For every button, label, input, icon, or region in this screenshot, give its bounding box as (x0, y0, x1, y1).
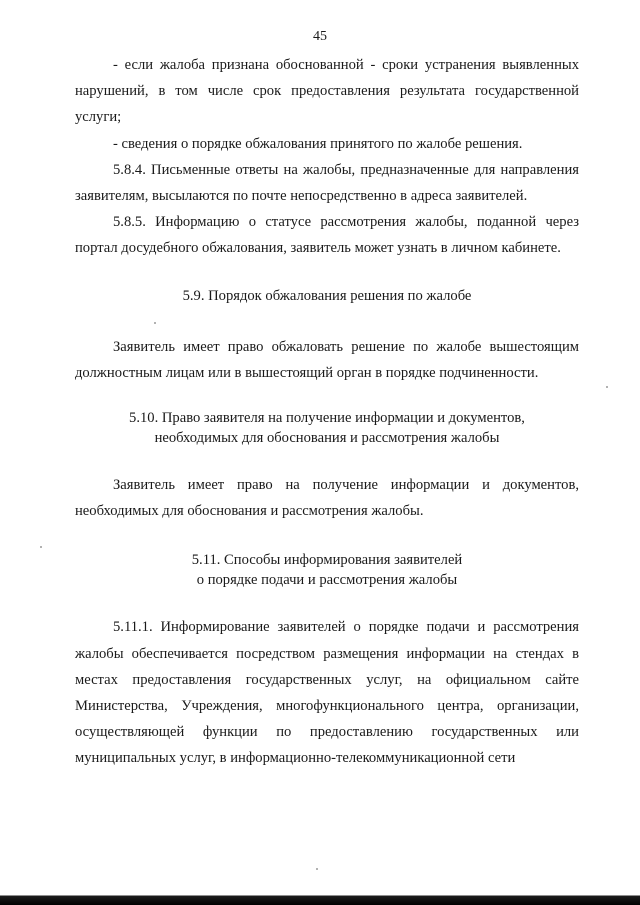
scan-speck (40, 546, 42, 548)
section-heading-5-10-line2: необходимых для обоснования и рассмотрения жалобы (154, 430, 500, 447)
section-heading-5-10-line1: 5.10. Право заявителя на получение информации и документов, (129, 410, 525, 427)
paragraph-5-9: Заявитель имеет право обжаловать решение по жалобе вышестоящим должностным лицам или в вышестоящий орган в порядке подчиненности. (75, 338, 579, 381)
page-number: 45 (313, 29, 327, 44)
scan-speck (154, 322, 156, 324)
section-heading-5-11 (75, 550, 579, 590)
scan-edge-shadow (0, 889, 640, 905)
paragraph-5-10: Заявитель имеет право на получение информации и документов, необходимых для обоснования и рассмотрения жалобы. (75, 477, 579, 520)
document-body (75, 52, 579, 772)
paragraph-5-8-5: 5.8.5. Информацию о статусе рассмотрения жалобы, поданной через портал досудебного обжалования, заявитель может узнать в личном кабинете. (75, 214, 579, 257)
paragraph-5-11-1: 5.11.1. Информирование заявителей о порядке подачи и рассмотрения жалобы обеспечивается посредством размещения информации на стендах в местах предоставления государственных услуг, на официальном сайте Министерства, Учреждения, многофункционального центра, организации, осуществляющей функции по предоставлению государственных или муниципальных услуг, в информационно-телекоммуникационной сети (75, 619, 579, 767)
section-heading-5-10 (75, 408, 579, 448)
scan-speck (316, 868, 318, 870)
section-heading-5-11-line2: о порядке подачи и рассмотрения жалобы (196, 572, 458, 589)
scan-speck (606, 386, 608, 388)
paragraph-appeal-info: - сведения о порядке обжалования принятого по жалобе решения. (113, 135, 523, 152)
section-heading-5-11-line1: 5.11. Способы информирования заявителей (191, 552, 463, 569)
section-heading-5-9-text: 5.9. Порядок обжалования решения по жалобе (182, 287, 472, 304)
paragraph-complaint-justified: - если жалоба признана обоснованной - сроки устранения выявленных нарушений, в том числе срок предоставления результата государственной услуги; (75, 57, 579, 126)
paragraph-5-8-4: 5.8.4. Письменные ответы на жалобы, предназначенные для направления заявителям, высылаются по почте непосредственно в адреса заявителей. (75, 161, 579, 205)
section-heading-5-9 (75, 286, 579, 306)
